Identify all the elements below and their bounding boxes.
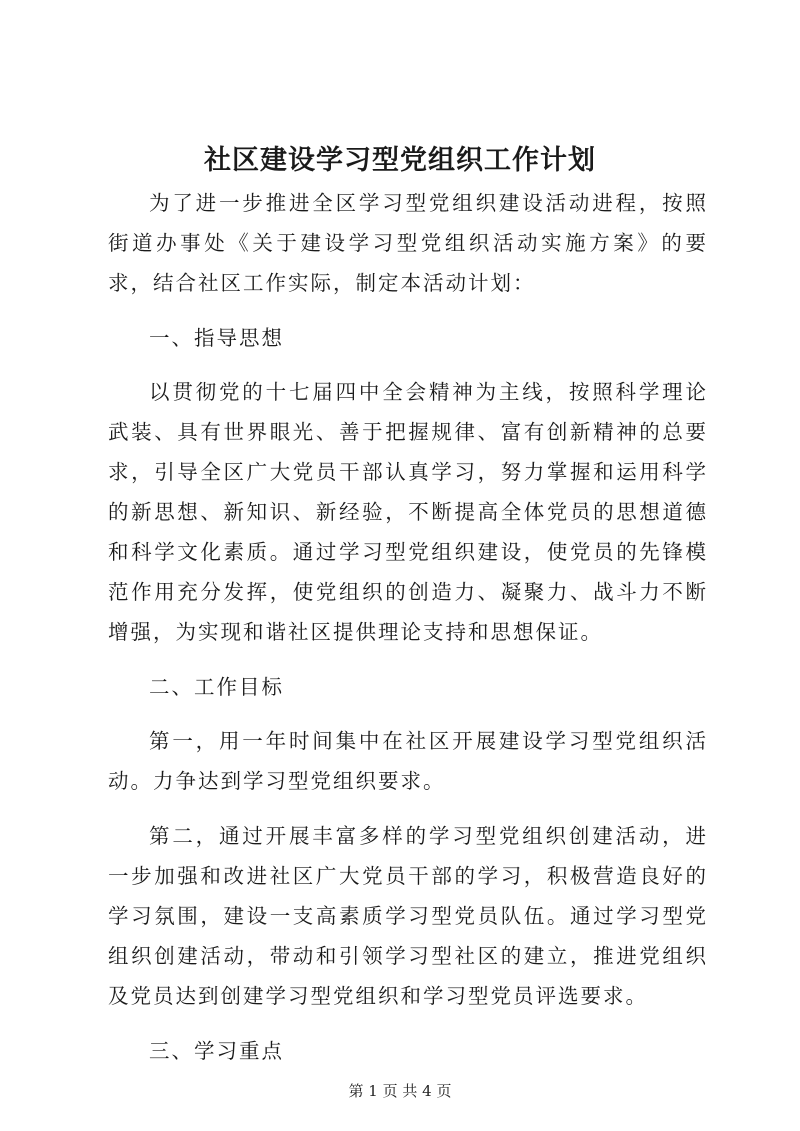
document-body — [108, 183, 708, 1085]
document-title: 社区建设学习型党组织工作计划 — [204, 145, 596, 176]
section-heading-study-focus: 三、学习重点 — [149, 1039, 284, 1063]
goal-one-paragraph: 第一，用一年时间集中在社区开展建设学习型党组织活动。力争达到学习型党组织要求。 — [108, 729, 708, 793]
intro-paragraph: 为了进一步推进全区学习型党组织建设活动进程，按照街道办事处《关于建设学习型党组织活动实施方案》的要求，结合社区工作实际，制定本活动计划： — [108, 191, 708, 295]
goal-two-paragraph: 第二，通过开展丰富多样的学习型党组织创建活动，进一步加强和改进社区广大党员干部的学习，积极营造良好的学习氛围，建设一支高素质学习型党员队伍。通过学习型党组织创建活动，带动和引领学习型社区的建立，推进党组织及党员达到创建学习型党组织和学习型党员评选要求。 — [108, 824, 708, 1008]
section-heading-work-goals: 二、工作目标 — [149, 675, 284, 699]
page-footer: 第 1 页 共 4 页 — [348, 1082, 452, 1100]
guiding-ideology-paragraph: 以贯彻党的十七届四中全会精神为主线，按照科学理论武装、具有世界眼光、善于把握规律、富有创新精神的总要求，引导全区广大党员干部认真学习，努力掌握和运用科学的新思想、新知识、新经验，不断提高全体党员的思想道德和科学文化素质。通过学习型党组织建设，使党员的先锋模范作用充分发挥，使党组织的创造力、凝聚力、战斗力不断增强，为实现和谐社区提供理论支持和思想保证。 — [108, 380, 708, 644]
section-heading-guiding-ideology: 一、指导思想 — [149, 326, 284, 350]
